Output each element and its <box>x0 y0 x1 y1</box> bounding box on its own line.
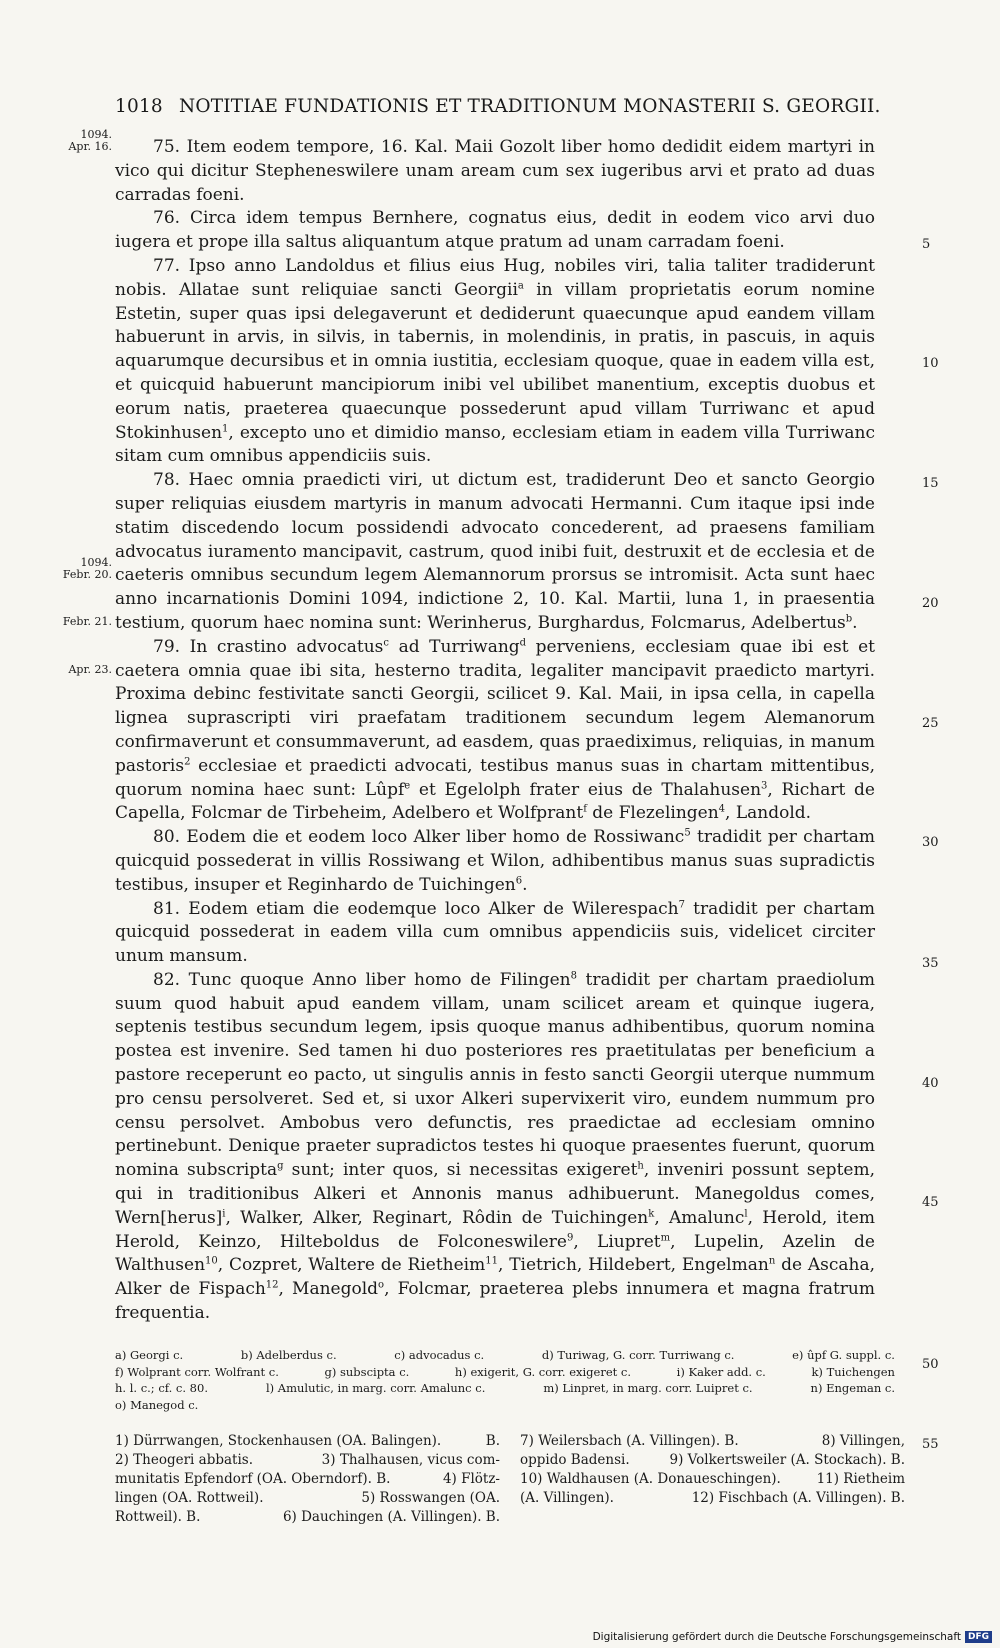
note-text: 11) Rietheim <box>816 1471 905 1487</box>
apparatus-line <box>115 1397 905 1414</box>
margin-date-apr23 <box>28 664 112 676</box>
critical-apparatus <box>115 1347 905 1413</box>
paragraph-text: , Liupret <box>573 1231 661 1252</box>
apparatus-note: e) ûpf G. suppl. c. <box>792 1348 895 1362</box>
apparatus-note: n) Engeman c. <box>810 1381 895 1395</box>
line-number: 5 <box>922 237 931 252</box>
paragraph-77 <box>115 255 875 469</box>
note-line <box>115 1470 500 1489</box>
note-line <box>520 1489 905 1508</box>
note-text: 6) Dauchingen (A. Villingen). B. <box>282 1509 500 1525</box>
paragraph-text: Haec omnia praedicti viri, ut dictum est, tradiderunt Deo et sancto Georgio super reliquias eiusdem martyris in manum advocati Hermanni. Cum itaque ipsi inde statim discedendo locum possidendi advocato concederent, ad praesens familiam advocatus iuramento mancipavit, castrum, quod inibi fuit, destruxit et de ecclesia et de caeteris omnibus secundum legem Alemannorum prorsus se intromisit. Acta sunt haec anno incarnationis Domini 1094, indictione 2, 10. Kal. Martii, luna 1, in praesentia testium, quorum haec nomina sunt: Werinherus, Burghardus, Folcmarus, Adelbertus <box>115 470 876 633</box>
apparatus-note: f) Wolprant corr. Wolfrant c. <box>115 1364 279 1379</box>
footnote-ref: g <box>277 1160 284 1172</box>
footnote-ref: 6 <box>515 875 523 887</box>
note-line <box>520 1451 905 1470</box>
margin-day: Febr. 21. <box>62 615 112 628</box>
note-line <box>520 1432 905 1451</box>
margin-date-febr21 <box>28 616 112 628</box>
paragraph-text: , Amalunc <box>654 1207 745 1228</box>
margin-day: Apr. 23. <box>68 663 112 676</box>
note-line <box>115 1432 500 1451</box>
paragraph-number: 79. <box>153 636 181 657</box>
paragraph-text: de Flezelingen <box>586 803 719 824</box>
margin-year: 1094. <box>80 128 112 141</box>
paragraph-number: 80. <box>153 827 181 848</box>
paragraph-78 <box>115 469 875 636</box>
paragraph-text: , Lupelin, Azelin de Walthusen <box>115 1231 875 1276</box>
paragraph-text: , excepto uno et dimidio manso, ecclesiam etiam in eadem villa Turriwanc sitam cum omnibus appendiciis suis. <box>115 422 875 467</box>
paragraph-text: tradidit per chartam quicquid possederat in villis Rossiwang et Wilon, adhibentibus manus suas supradictis testibus, insuper et Reginhardo de Tuichingen <box>115 827 875 895</box>
paragraph-text: , Herold, item Herold, Keinzo, Hilteboldus de Folconeswilere <box>115 1207 875 1252</box>
apparatus-line <box>115 1380 905 1397</box>
margin-year: 1094. <box>80 556 112 569</box>
paragraph-text: sunt; inter quos, si necessitas exigeret <box>283 1160 638 1181</box>
footnote-ref: 2 <box>184 756 191 768</box>
paragraph-text: Eodem etiam die eodemque loco Alker de Wilerespach <box>188 898 679 919</box>
line-number: 10 <box>922 356 939 371</box>
funding-text: Digitalisierung gefördert durch die Deutsche Forschungsgemeinschaft <box>592 1631 961 1643</box>
paragraph-text: Tunc quoque Anno liber homo de Filingen <box>188 969 571 990</box>
apparatus-note: b) Adelberdus c. <box>240 1348 337 1362</box>
paragraph-text: , Richart de Capella, Folcmar de Tirbeheim, Adelbero et Wolfprant <box>115 779 875 824</box>
line-number: 15 <box>922 476 939 491</box>
paragraph-text: tradidit per chartam praediolum suum quod habuit apud eandem villam, unam scilicet aream et quinque iugera, septenis testibus secundum legem, ipsis quoque manus adhibentibus, quorum nomina postea est invenire. Sed tamen hi duo posteriores res praetitulatas per beneficium a pastore receperunt eo pacto, ut singulis annis in festo sancti Georgii uterque nummum pro censu persolveret. Sed et, si uxor Alkeri supervixerit viro, eundem nummum pro censu persolvet. Ambobus vero defunctis, res praedictae ad ecclesiam omnino pertinebunt. Denique praeter supradictos testes hi quoque praesentes fuerunt, quorum nomina subscripta <box>115 969 875 1181</box>
paragraph-text: in villam proprietatis eorum nomine Estetin, super quas ipsi delegaverunt et dediderunt quaecunque apud eandem villam habuerunt in arvis, in silvis, in tabernis, in molendinis, in pratis, in pascuis, in aquis aquarumque decursibus et in omnia iustitia, ecclesiam quoque, quae in eadem villa est, et quicquid habuerunt mancipiorum inibi vel ubilibet manentium, exceptis duobus et eorum natis, praeterea quaecunque possederunt apud villam Turriwanc et apud Stokinhusen <box>115 279 875 443</box>
note-line <box>115 1508 500 1527</box>
note-text: 1) Dürrwangen, Stockenhausen (OA. Balingen). <box>115 1433 442 1449</box>
footnote-ref: f <box>583 803 587 815</box>
margin-day: Febr. 20. <box>62 568 112 581</box>
margin-date-febr20 <box>28 557 112 581</box>
margin-date-apr16 <box>28 129 112 153</box>
paragraph-80 <box>115 826 875 897</box>
note-text: (A. Villingen). <box>520 1490 614 1506</box>
paragraph-text: , Cozpret, Waltere de Rietheim <box>217 1255 486 1276</box>
note-text: B. <box>485 1433 500 1449</box>
paragraph-79 <box>115 636 875 826</box>
paragraph-75 <box>115 136 875 207</box>
notes-column-left <box>115 1432 500 1527</box>
note-text: 9) Volkertsweiler (A. Stockach). B. <box>669 1452 905 1468</box>
note-line <box>520 1470 905 1489</box>
apparatus-note: o) Manegod c. <box>115 1397 199 1412</box>
paragraph-text: Item eodem tempore, 16. Kal. Maii Gozolt liber homo dedidit eidem martyri in vico qui dicitur Stepheneswilere unam aream cum sex iugeribus arvi et prato ad duas carradas foeni. <box>115 137 876 205</box>
paragraph-text: ecclesiae et praedicti advocati, testibus manus suas in chartam mittentibus, quorum nomina haec sunt: Lûpf <box>115 755 875 800</box>
margin-day: Apr. 16. <box>68 140 112 153</box>
footnote-ref: n <box>768 1255 776 1267</box>
note-text: Rottweil). B. <box>115 1509 201 1525</box>
note-text: 7) Weilersbach (A. Villingen). B. <box>520 1433 739 1449</box>
notes-column-right <box>520 1432 905 1508</box>
note-text: 8) Villingen, <box>821 1433 905 1449</box>
footnote-ref: d <box>519 637 527 649</box>
main-text <box>115 136 875 1326</box>
line-number: 35 <box>922 956 939 971</box>
line-number: 25 <box>922 716 939 731</box>
paragraph-text: Circa idem tempus Bernhere, cognatus eius, dedit in eodem vico arvi duo iugera et prope illa saltus aliquantum atque pratum ad unam carradam foeni. <box>115 208 875 253</box>
paragraph-text: , Walker, Alker, Reginart, Rôdin de Tuichingen <box>225 1207 649 1228</box>
footnote-ref: l <box>744 1208 748 1220</box>
footnote-ref: 11 <box>485 1255 498 1267</box>
apparatus-note: l) Amulutic, in marg. corr. Amalunc c. <box>265 1381 486 1395</box>
apparatus-note: g) subscipta c. <box>324 1364 410 1379</box>
footnote-ref: k <box>648 1208 655 1220</box>
footnote-ref: 9 <box>566 1232 574 1243</box>
paragraph-number: 75. <box>153 137 181 157</box>
footnote-ref: i <box>222 1208 226 1220</box>
footnote-ref: e <box>404 779 411 791</box>
note-text: 3) Thalhausen, vicus com- <box>321 1452 500 1468</box>
paragraph-text: ad Turriwang <box>389 636 520 657</box>
footnote-ref: m <box>660 1232 671 1243</box>
paragraph-82 <box>115 969 875 1326</box>
footnote-ref: 7 <box>678 898 685 910</box>
apparatus-note: h. l. c.; cf. c. 80. <box>115 1381 208 1395</box>
paragraph-text: , Landold. <box>725 803 812 824</box>
paragraph-text: , inveniri possunt septem, qui in traditionibus Alkeri et Annonis manus adhibuerunt. Manegoldus comes, Wern[herus] <box>115 1160 875 1228</box>
page-number: 1018 <box>115 96 163 117</box>
paragraph-text: Eodem die et eodem loco Alker liber homo de Rossiwanc <box>186 827 685 848</box>
apparatus-note: c) advocadus c. <box>394 1348 485 1362</box>
footnote-ref: b <box>845 613 853 625</box>
paragraph-text: tradidit per chartam quicquid possederat in eadem villa cum omnibus appendiciis suis, videlicet circiter unum mansum. <box>115 898 875 967</box>
line-number: 40 <box>922 1076 939 1091</box>
apparatus-note: d) Turiwag, G. corr. Turriwang c. <box>541 1348 735 1362</box>
paragraph-number: 77. <box>153 255 181 276</box>
paragraph-text: , Manegold <box>278 1279 379 1300</box>
note-line <box>115 1451 500 1470</box>
apparatus-line <box>115 1364 905 1381</box>
footnote-ref: 12 <box>265 1279 279 1291</box>
note-text: munitatis Epfendorf (OA. Oberndorf). B. <box>115 1471 391 1487</box>
paragraph-text: , Folcmar, praeterea plebs innumera et magna fratrum frequentia. <box>115 1279 875 1324</box>
paragraph-text: . <box>522 874 528 895</box>
note-text: 5) Rosswangen (OA. <box>361 1490 500 1506</box>
footnote-ref: c <box>383 637 390 649</box>
apparatus-note: k) Tuichengen <box>811 1364 895 1379</box>
dfg-logo: DFG <box>965 1631 992 1643</box>
apparatus-note: h) exigerit, G. corr. exigeret c. <box>454 1364 632 1379</box>
note-text: 2) Theogeri abbatis. <box>115 1452 253 1468</box>
note-text: 12) Fischbach (A. Villingen). B. <box>691 1490 905 1506</box>
apparatus-note: i) Kaker add. c. <box>676 1364 766 1379</box>
note-text: lingen (OA. Rottweil). <box>115 1490 264 1506</box>
footnote-ref: o <box>378 1279 385 1291</box>
line-number: 50 <box>922 1357 939 1372</box>
apparatus-note: m) Linpret, in marg. corr. Luipret c. <box>543 1381 753 1395</box>
footnote-ref: h <box>637 1160 644 1172</box>
apparatus-note: a) Georgi c. <box>115 1348 184 1362</box>
paragraph-text: , Tietrich, Hildebert, Engelman <box>497 1255 769 1276</box>
footnote-ref: 3 <box>761 779 768 791</box>
paragraph-text: perveniens, ecclesiam quae ibi est et caetera omnia quae ibi sita, hesterno tradita, legaliter mancipavit praedicto martyri. Proxima debinc festivitate sancti Georgii, scilicet 9. Kal. Maii, in ipsa cella, in capella lignea suprascripti viri praefatam traditionem secundum legem Alemanorum confirmaverunt et consummaverunt, ad easdem, quas praediximus, reliquias, in manum pastoris <box>115 636 876 776</box>
line-number: 55 <box>922 1437 939 1452</box>
paragraph-number: 76. <box>153 208 181 229</box>
paragraph-text: Ipso anno Landoldus et filius eius Hug, nobiles viri, talia taliter tradiderunt nobis. Allatae sunt reliquiae sancti Georgii <box>115 255 875 300</box>
note-line <box>115 1489 500 1508</box>
note-text: 10) Waldhausen (A. Donaueschingen). <box>520 1471 781 1487</box>
apparatus-line <box>115 1347 905 1364</box>
footnote-ref: 5 <box>684 827 691 839</box>
paragraph-text: . <box>852 612 858 633</box>
line-number: 45 <box>922 1195 939 1210</box>
note-text: oppido Badensi. <box>520 1452 630 1468</box>
paragraph-number: 82. <box>153 969 181 990</box>
note-text: 4) Flötz- <box>442 1471 500 1487</box>
footnote-ref: 8 <box>570 970 577 982</box>
footnote-ref: 10 <box>205 1255 218 1267</box>
footnote-ref: 4 <box>718 803 726 815</box>
footnote-ref: a <box>517 280 524 292</box>
running-head <box>115 96 895 117</box>
paragraph-81 <box>115 898 875 969</box>
footnote-ref: 1 <box>222 422 229 434</box>
paragraph-text: de Ascaha, Alker de Fispach <box>115 1255 876 1300</box>
funding-footer <box>593 1631 992 1643</box>
line-number: 30 <box>922 835 939 850</box>
paragraph-text: In crastino advocatus <box>189 636 384 657</box>
paragraph-number: 78. <box>153 470 181 491</box>
paragraph-76 <box>115 207 875 255</box>
line-number: 20 <box>922 596 939 611</box>
paragraph-text: et Egelolph frater eius de Thalahusen <box>410 779 762 800</box>
running-title: NOTITIAE FUNDATIONIS ET TRADITIONUM MONASTERII S. GEORGII. <box>178 96 881 117</box>
paragraph-number: 81. <box>153 898 181 919</box>
